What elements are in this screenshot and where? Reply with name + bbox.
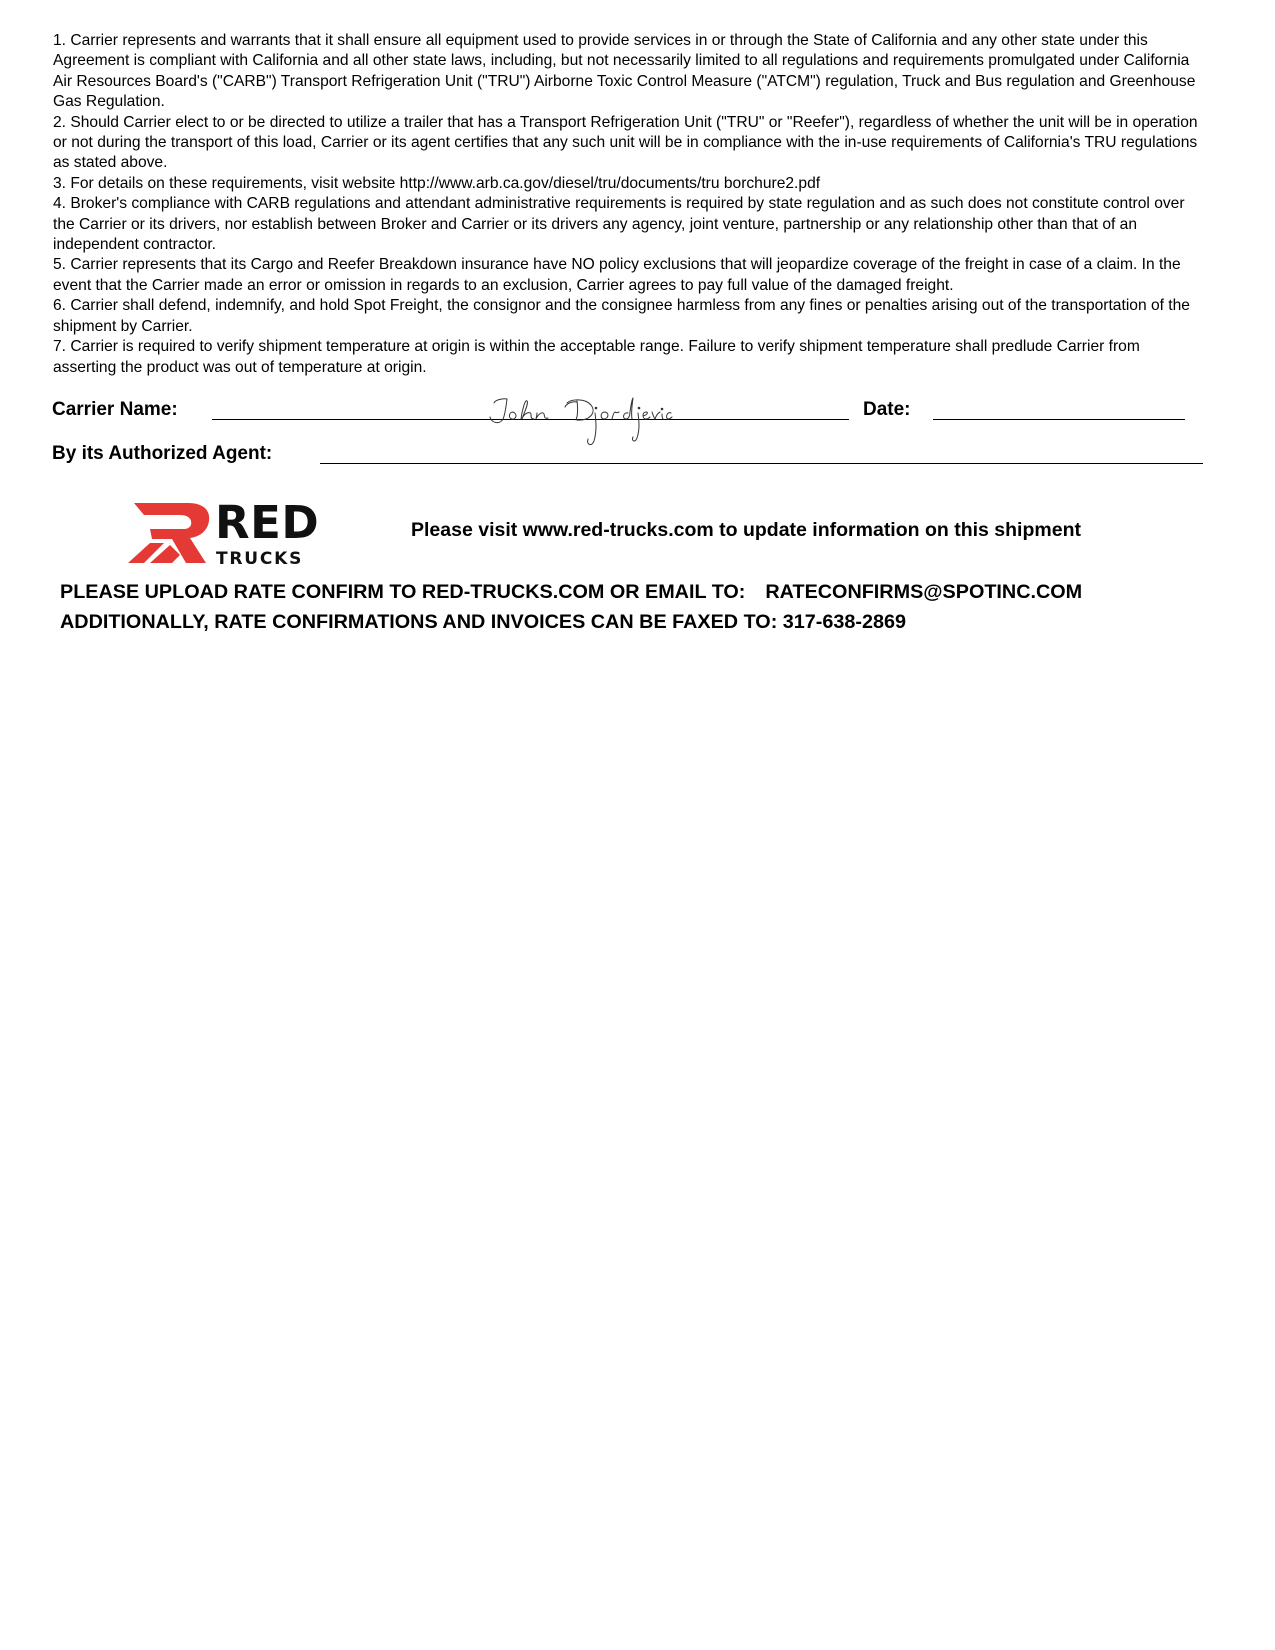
date-line[interactable]: [933, 419, 1185, 420]
logo-word: RED: [215, 496, 320, 549]
upload-instructions: [60, 580, 1082, 604]
carrier-name-label: Carrier Name:: [52, 399, 178, 420]
term-6: 6. Carrier shall defend, indemnify, and hold Spot Freight, the consignor and the consignee harmless from any fines or penalties arising out of the transportation of the shipment by Carrier.: [53, 297, 1190, 335]
carb-terms-list: [53, 31, 1203, 378]
term-1: 1. Carrier represents and warrants that it shall ensure all equipment used to provide services in or through the State of California and any other state under this Agreement is compliant with California and all other state laws, including, but not necessarily limited to all regulations and requirements promulgated under California Air Resources Board's ("CARB") Transport Refrigeration Unit ("TRU") Airborne Toxic Control Measure ("ATCM") regulation, Truck and Bus regulation and Greenhouse Gas Regulation.: [53, 32, 1196, 111]
upload-label: PLEASE UPLOAD RATE CONFIRM TO RED-TRUCKS.COM OR EMAIL TO:: [60, 581, 746, 603]
term-2: 2. Should Carrier elect to or be directed to utilize a trailer that has a Transport Refrigeration Unit ("TRU" or "Reefer"), regardless of whether the unit will be in operation or not during the transport of this load, Carrier or its agent certifies that any such unit will be in compliance with the in-use requirements of California's TRU regulations as stated above.: [53, 113, 1198, 172]
term-4: 4. Broker's compliance with CARB regulations and attendant administrative requirements is required by state regulation and as such does not constitute control over the Carrier or its drivers, nor establish between Broker and Carrier or its drivers any agency, joint venture, partnership or any relationship other than that of an independent contractor.: [53, 195, 1185, 254]
term-7: 7. Carrier is required to verify shipment temperature at origin is within the acceptable range. Failure to verify shipment temperature shall predlude Carrier from asserting the product was out of temperature at origin.: [53, 338, 1140, 376]
term-5: 5. Carrier represents that its Cargo and Reefer Breakdown insurance have NO policy exclusions that will jeopardize coverage of the freight in case of a claim. In the event that the Carrier made an error or omission in regards to an exclusion, Carrier agrees to pay full value of the damaged freight.: [53, 256, 1181, 294]
carrier-signature: [485, 393, 675, 449]
rate-confirm-email[interactable]: RATECONFIRMS@SPOTINC.COM: [765, 581, 1083, 603]
fax-instructions: ADDITIONALLY, RATE CONFIRMATIONS AND INVOICES CAN BE FAXED TO: 317-638-2869: [60, 611, 906, 633]
term-3: 3. For details on these requirements, visit website http://www.arb.ca.gov/diesel/tru/documents/tru borchure2.pdf: [53, 174, 821, 192]
authorized-agent-label: By its Authorized Agent:: [52, 443, 273, 464]
visit-website-note: Please visit www.red-trucks.com to update information on this shipment: [411, 519, 1081, 541]
logo-subword: TRUCKS: [216, 549, 304, 569]
authorized-agent-line[interactable]: [320, 463, 1203, 464]
date-label: Date:: [863, 399, 911, 420]
